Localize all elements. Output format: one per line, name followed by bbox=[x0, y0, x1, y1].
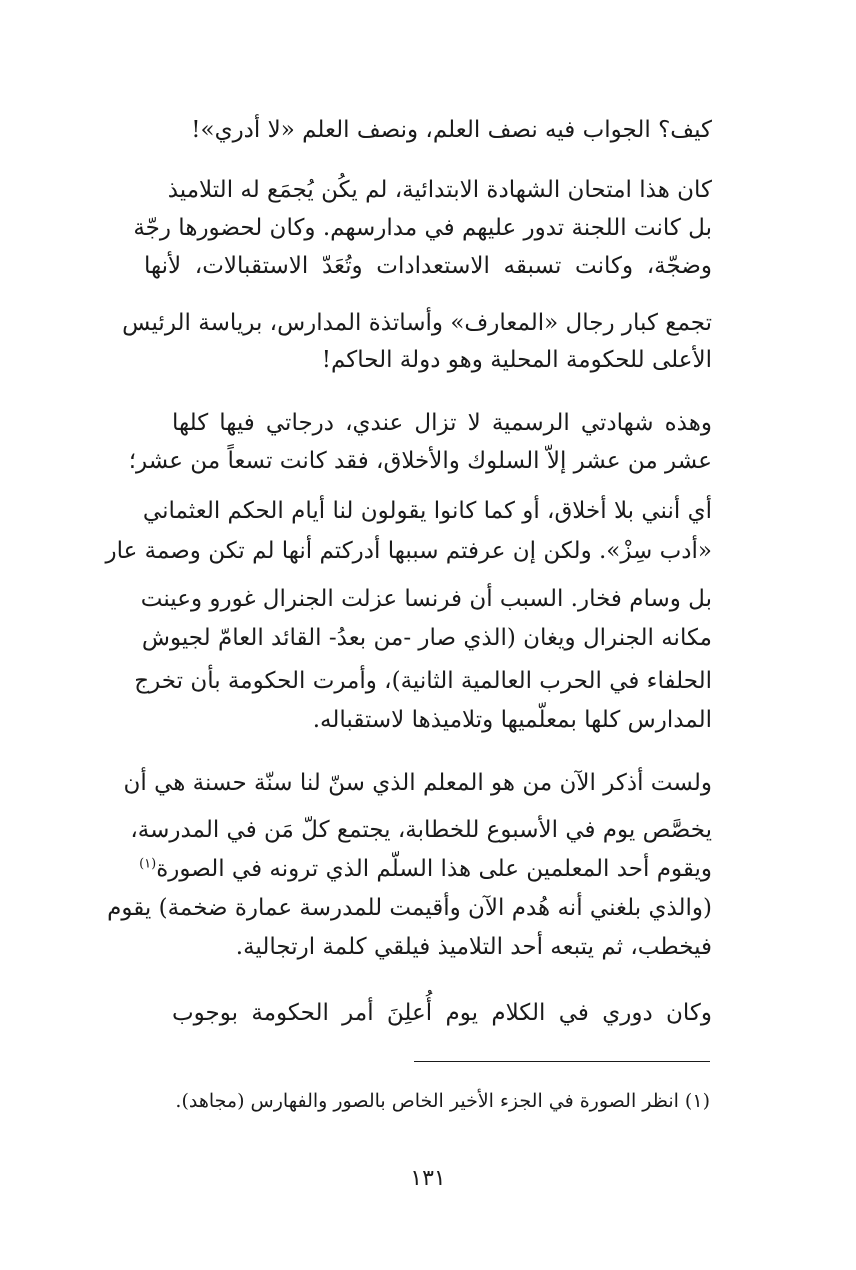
footnote: (١) انظر الصورة في الجزء الأخير الخاص بالصور والفهارس (مجاهد). bbox=[175, 1090, 710, 1112]
text-line: كيف؟ الجواب فيه نصف العلم، ونصف العلم «لا أدري»! bbox=[191, 117, 712, 143]
text-line: (والذي بلغني أنه هُدم الآن وأقيمت للمدرسة عمارة ضخمة) يقوم bbox=[107, 895, 712, 921]
text-line: يخصَّص يوم في الأسبوع للخطابة، يجتمع كلّ مَن في المدرسة، bbox=[130, 817, 712, 843]
text-line: الحلفاء في الحرب العالمية الثانية)، وأمرت الحكومة بأن تخرج bbox=[134, 668, 712, 694]
text-line: أي أنني بلا أخلاق، أو كما كانوا يقولون لنا أيام الحكم العثماني bbox=[142, 498, 712, 524]
text-line: تجمع كبار رجال «المعارف» وأساتذة المدارس، برياسة الرئيس bbox=[122, 310, 712, 336]
text-line: فيخطب، ثم يتبعه أحد التلاميذ فيلقي كلمة ارتجالية. bbox=[235, 934, 712, 960]
text-line: عشر من عشر إلاّ السلوك والأخلاق، فقد كانت تسعاً من عشر؛ bbox=[128, 448, 712, 474]
text-line: «أدب سِزْ». ولكن إن عرفتم سببها أدركتم أنها لم تكن وصمة عار bbox=[105, 538, 712, 564]
text-line-content: ويقوم أحد المعلمين على هذا السلّم الذي ترونه في الصورة bbox=[156, 856, 712, 882]
text-line: وكان دوري في الكلام يوم أُعلِنَ أمر الحكومة بوجوب bbox=[172, 1000, 712, 1026]
text-line: بل وسام فخار. السبب أن فرنسا عزلت الجنرال غورو وعينت bbox=[140, 586, 712, 612]
text-line: بل كانت اللجنة تدور عليهم في مدارسهم. وكان لحضورها رجّة bbox=[133, 215, 712, 241]
text-line: ولست أذكر الآن من هو المعلم الذي سنّ لنا سنّة حسنة هي أن bbox=[123, 770, 712, 796]
page-number: ١٣١ bbox=[410, 1166, 446, 1191]
footnote-marker: (١) bbox=[139, 856, 157, 872]
text-line: الأعلى للحكومة المحلية وهو دولة الحاكم! bbox=[321, 347, 712, 373]
footnote-separator bbox=[414, 1061, 710, 1062]
text-line: وهذه شهادتي الرسمية لا تزال عندي، درجاتي فيها كلها bbox=[172, 410, 712, 436]
text-line: كان هذا امتحان الشهادة الابتدائية، لم يكُن يُجمَع له التلاميذ bbox=[167, 177, 712, 203]
text-line: المدارس كلها بمعلّميها وتلاميذها لاستقباله. bbox=[312, 707, 712, 733]
text-line: وضجّة، وكانت تسبقه الاستعدادات وتُعَدّ الاستقبالات، لأنها bbox=[144, 253, 712, 279]
text-line: مكانه الجنرال ويغان (الذي صار -من بعدُ- القائد العامّ لجيوش bbox=[141, 625, 712, 651]
text-line bbox=[139, 851, 712, 887]
